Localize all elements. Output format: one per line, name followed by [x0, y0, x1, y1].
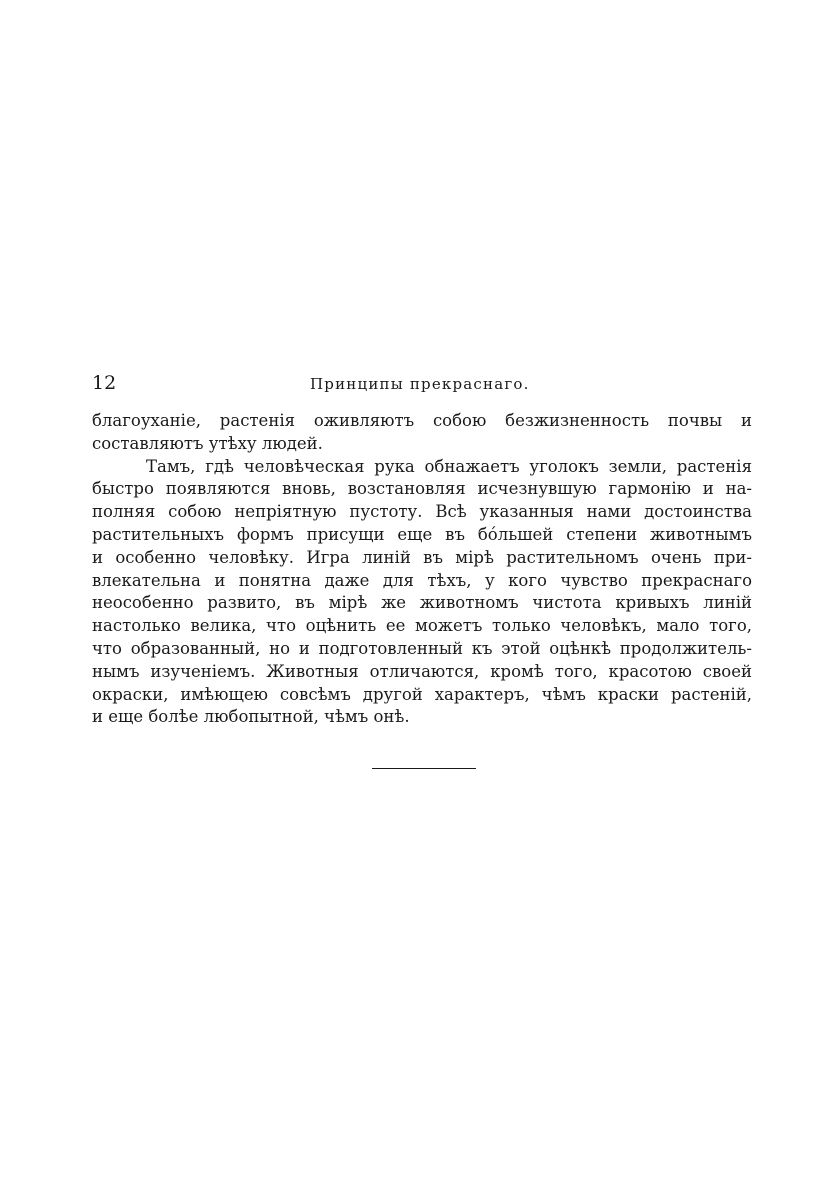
text-line: благоуханіе, растенія оживляютъ собою безжизненность почвы и	[92, 411, 752, 430]
text-line: влекательна и понятна даже для тѣхъ, у кого чувство прекраснаго	[92, 570, 752, 590]
text-line: нымъ изученіемъ. Животныя отличаются, кромѣ того, красотою своей	[92, 661, 752, 681]
text-line: окраски, имѣющею совсѣмъ другой характеръ, чѣмъ краски растеній,	[92, 684, 752, 704]
text-line: что образованный, но и подготовленный къ этой оцѣнкѣ продолжитель-	[92, 638, 752, 658]
page-number: 12	[92, 372, 117, 394]
text-line: полняя собою непріятную пустоту. Всѣ указанныя нами достоинства	[92, 502, 752, 522]
text-line: настолько велика, что оцѣнить ее можетъ только человѣкъ, мало того,	[92, 616, 752, 636]
running-title: Принципы прекраснаго.	[310, 375, 530, 393]
text-line: быстро появляются вновь, возстановляя исчезнувшую гармонію и на-	[92, 479, 752, 499]
text-line: неособенно развито, въ мірѣ же животномъ чистота кривыхъ линій	[92, 593, 752, 613]
body-text	[92, 410, 752, 729]
text-line: растительныхъ формъ присущи еще въ бóльшей степени животнымъ	[92, 524, 752, 544]
paragraph-first-line: Тамъ, гдѣ человѣческая рука обнажаетъ уголокъ земли, растенія	[146, 456, 752, 476]
text-line: и еще болѣе любопытной, чѣмъ онѣ.	[92, 707, 410, 727]
text-line: и особенно человѣку. Игра линій въ мірѣ растительномъ очень при-	[92, 547, 752, 567]
page-header	[92, 370, 752, 396]
text-line: составляютъ утѣху людей.	[92, 433, 323, 453]
section-end-rule	[372, 768, 476, 769]
